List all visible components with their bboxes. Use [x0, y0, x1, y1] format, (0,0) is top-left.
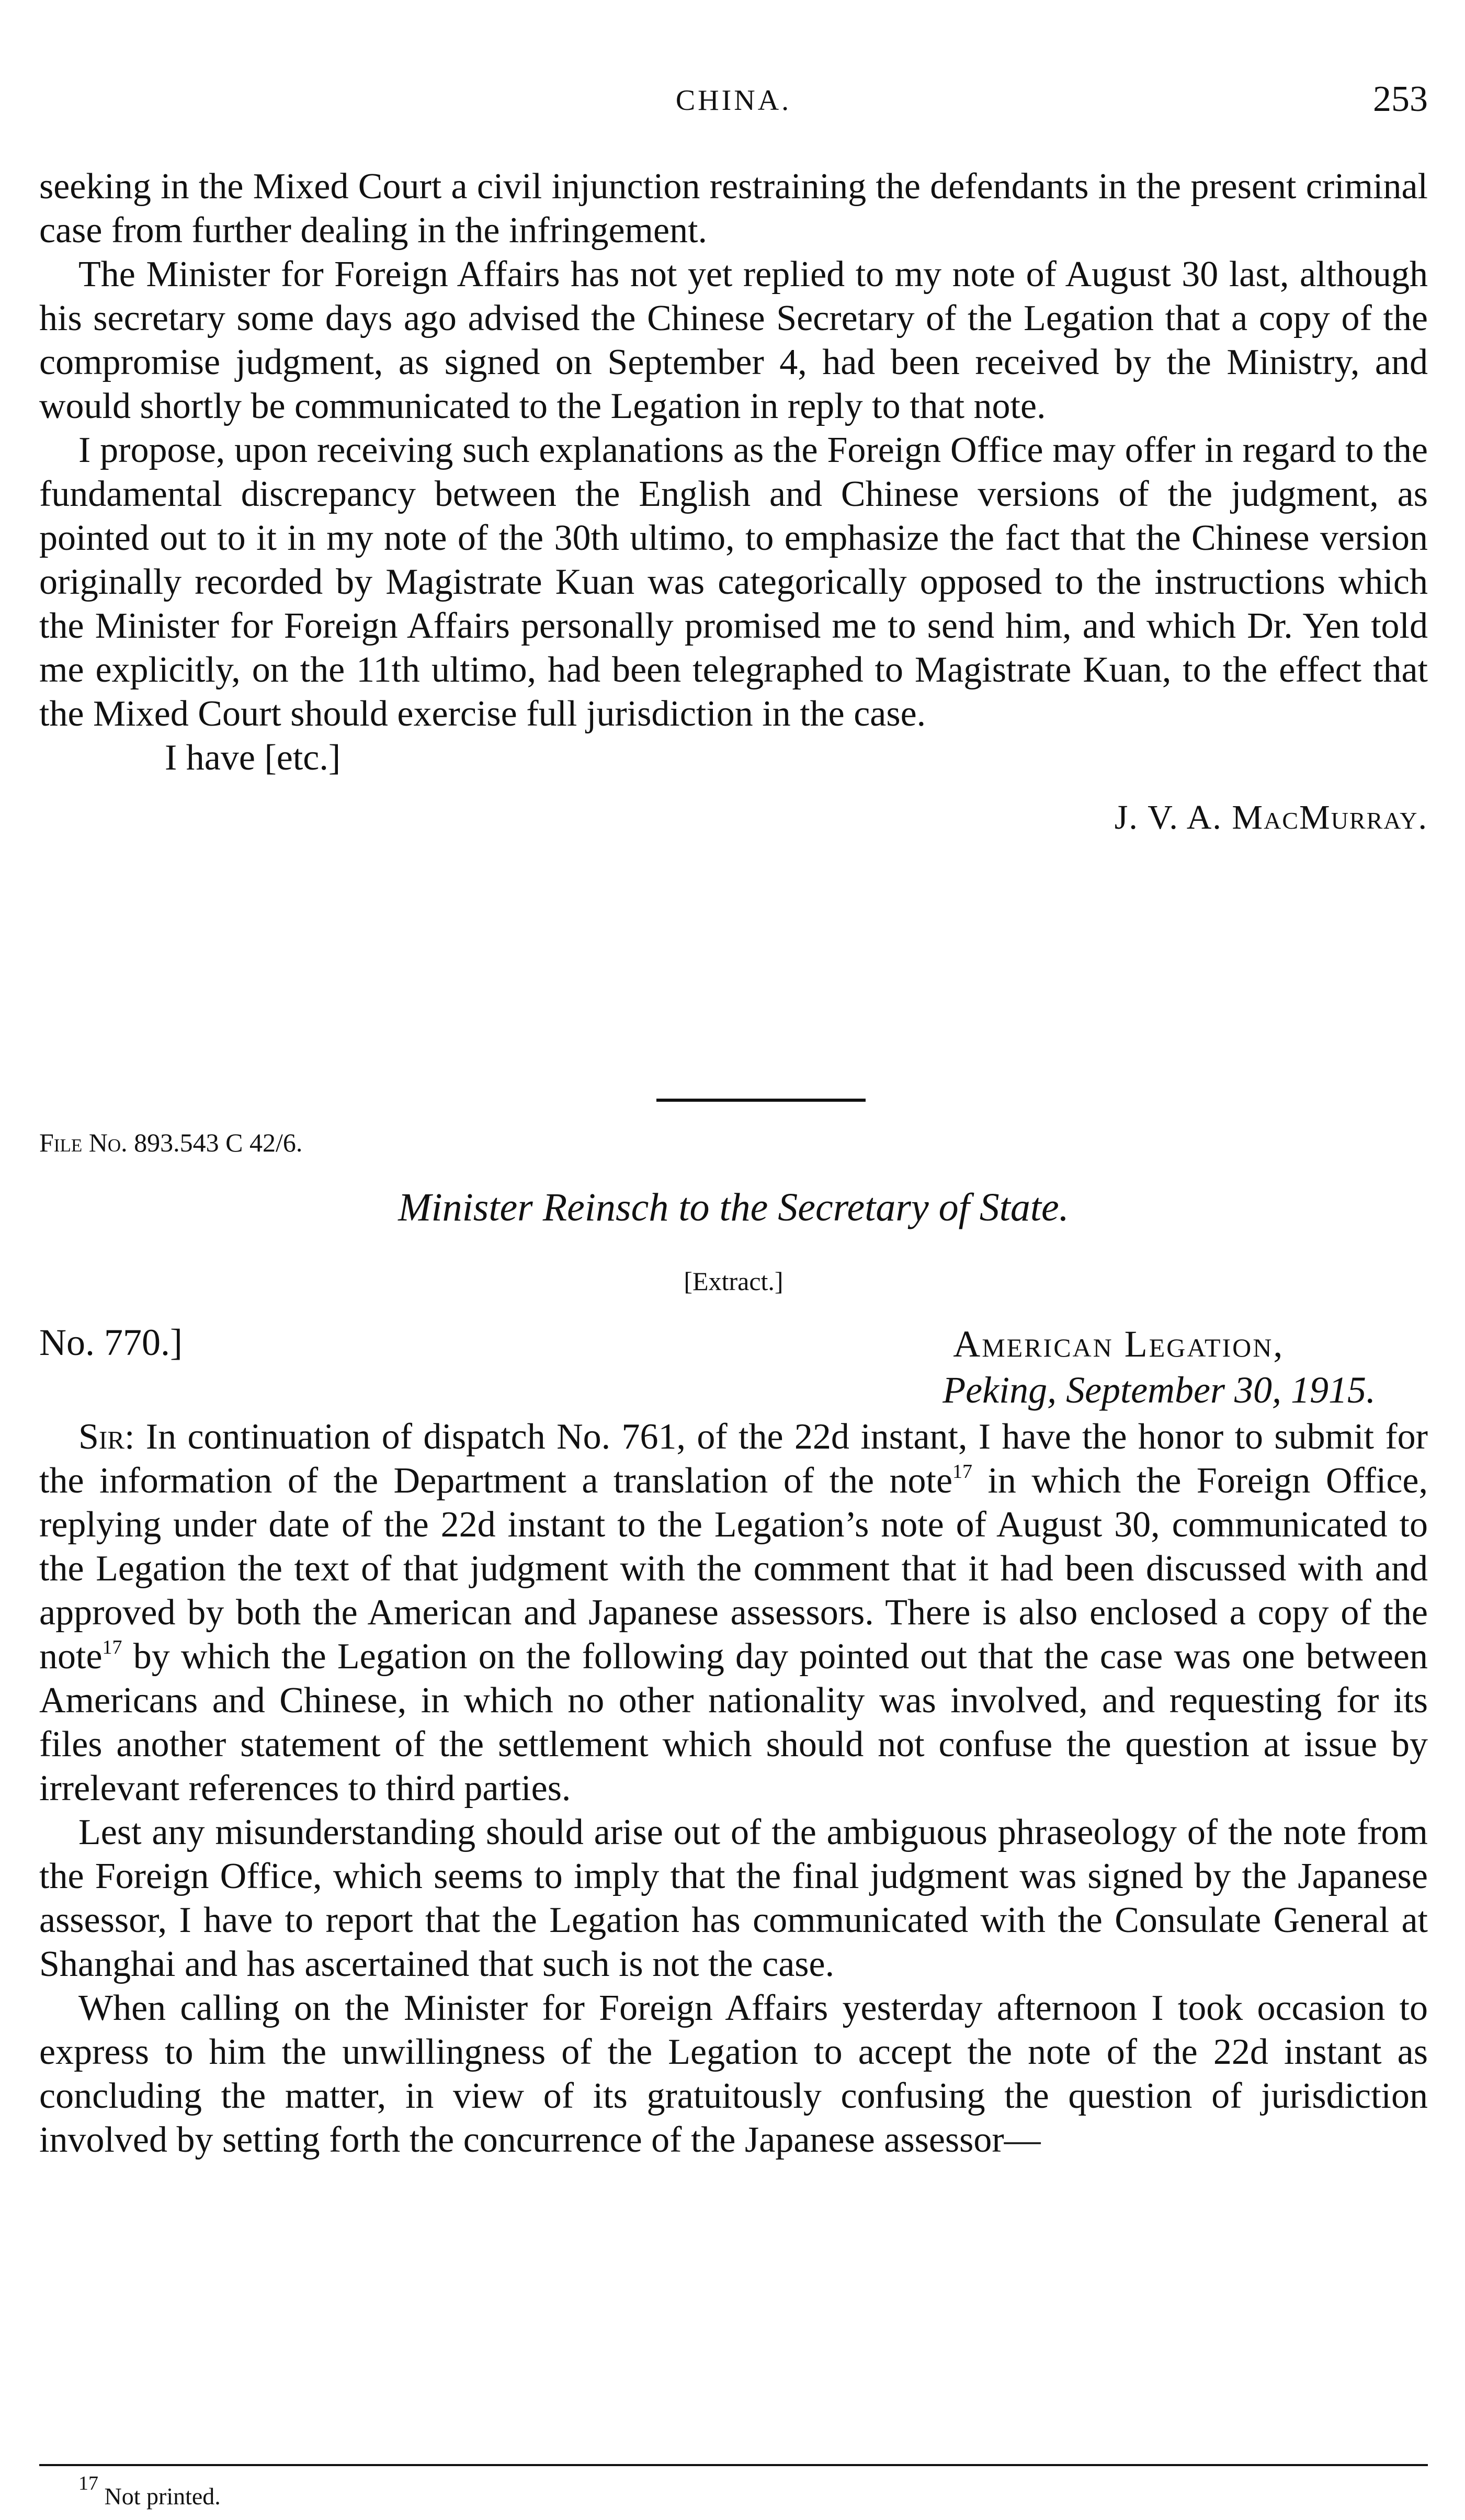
signature: J. V. A. MacMurray. — [1114, 798, 1428, 837]
document-page — [39, 0, 1428, 2520]
dispatch-number: No. 770.] — [39, 1321, 183, 1363]
dispatch-body — [39, 1415, 1428, 2162]
paragraph: seeking in the Mixed Court a civil injunction restraining the defendants in the present criminal case from further dealing in the infringement. — [39, 166, 1428, 251]
document-title: Minister Reinsch to the Secretary of State. — [398, 1185, 1069, 1229]
salutation: Sir — [78, 1417, 124, 1457]
running-head: CHINA. — [675, 84, 792, 117]
page-number: 253 — [1373, 79, 1428, 119]
dateline — [942, 1321, 1376, 1413]
footnote-text: Not printed. — [98, 2483, 221, 2510]
footnote-marker: 17 — [78, 2472, 98, 2494]
page-header — [39, 78, 1428, 126]
file-number: File No. 893.543 C 42/6. — [39, 1128, 303, 1157]
place-date: Peking, September 30, 1915. — [942, 1369, 1376, 1411]
paragraph-text: in which the Foreign Office, replying under date of the 22d instant to the Legation’s note of August 30, communicated to the Legation the text of that judgment with the comment that it had been discussed with and approved by both the American and Japanese assessors. There is also enclosed a copy of the note — [39, 1461, 1428, 1677]
footnote-reference: 17 — [952, 1461, 973, 1483]
paragraph: Lest any misunderstanding should arise out of the ambiguous phraseology of the note from the Foreign Office, which seems to imply that the final judgment was signed by the Japanese assessor, I have to report that the Legation has communicated with the Consulate General at Shanghai and has ascertained that such is not the case. — [39, 1812, 1428, 1984]
paragraph-text: : In continuation of dispatch No. 761, of the 22d instant, I have the honor to submit for the information of the Department a translation of the note — [39, 1417, 1428, 1501]
footnote-reference: 17 — [102, 1636, 122, 1658]
extract-label: [Extract.] — [684, 1267, 783, 1296]
closing-line: I have [etc.] — [165, 738, 341, 778]
paragraph: The Minister for Foreign Affairs has not yet replied to my note of August 30 last, although his secretary some days ago advised the Chinese Secretary of the Legation that a copy of the compromise judgment, as signed on September 4, had been received by the Ministry, and would shortly be communicated to the Legation in reply to that note. — [39, 254, 1428, 426]
paragraph: When calling on the Minister for Foreign Affairs yesterday afternoon I took occasion to express to him the unwillingness of the Legation to accept the note of the 22d instant as concluding the matter, in view of its gratuitously confusing the question of jurisdiction involved by setting forth the concurrence of the Japanese assessor— — [39, 1988, 1428, 2160]
footnote — [78, 2472, 221, 2510]
paragraph: I propose, upon receiving such explanations as the Foreign Office may offer in regard to the fundamental discrepancy between the English and Chinese versions of the judgment, as pointed out to it in my note of the 30th ultimo, to emphasize the fact that the Chinese version originally recorded by Magistrate Kuan was categorically opposed to the instructions which the Minister for Foreign Affairs personally promised me to send him, and which Dr. Yen told me explicitly, on the 11th ultimo, had been telegraphed to Magistrate Kuan, to the effect that the Mixed Court should exercise full jurisdiction in the case. — [39, 430, 1428, 734]
paragraph-text: by which the Legation on the following day pointed out that the case was one between Americans and Chinese, in which no other nationality was involved, and requesting for its files another statement of the settlement which should not confuse the question at issue by irrelevant references to third parties. — [39, 1636, 1428, 1809]
letter-continuation — [39, 165, 1428, 840]
footnote-rule — [39, 2464, 1428, 2466]
paragraph — [39, 1415, 1428, 1811]
legation-name: American Legation, — [953, 1323, 1285, 1365]
section-divider — [656, 1099, 866, 1102]
